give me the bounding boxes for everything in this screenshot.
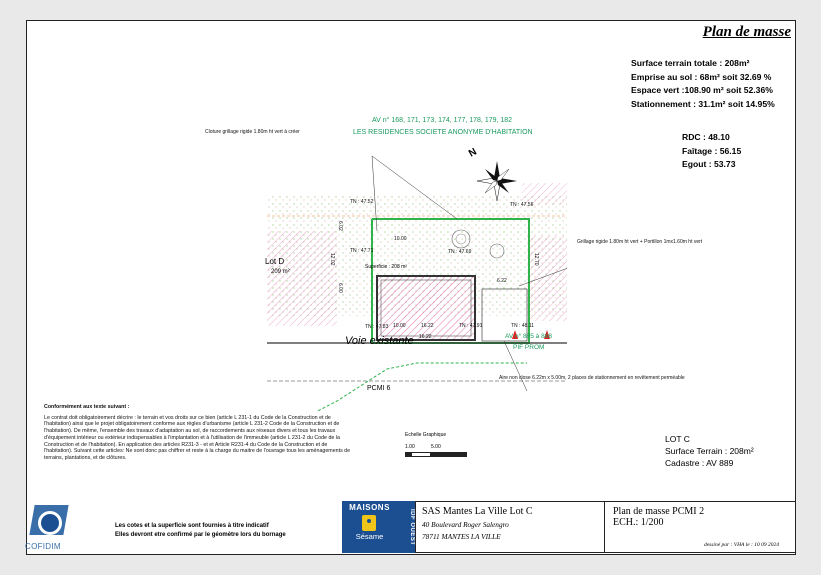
site-plan	[257, 111, 567, 411]
cofidim-logo-icon	[25, 503, 75, 541]
lot-line: Surface Terrain : 208m²	[665, 446, 754, 456]
cloture-note: Cloture grillage rigide 1.80m ht vert à créer	[205, 129, 300, 135]
legal-heading: Conformément aux texte suivant :	[44, 404, 130, 410]
legal-text	[44, 404, 354, 462]
disclaimer-line: Les cotes et la superficie sont fournies à titre indicatif	[115, 523, 269, 529]
level-line: Faîtage : 56.15	[682, 145, 742, 156]
document-scale: ECH.: 1/200	[613, 517, 664, 528]
maisons-sesame-logo	[342, 501, 397, 553]
dimension-label: 6.22	[497, 278, 507, 284]
pif-label: PIF PROM	[513, 344, 545, 351]
sesame-text: Sésame	[355, 532, 384, 541]
dimension-label: 12.70	[533, 253, 539, 266]
scale-tick: 5.00	[431, 444, 441, 450]
tn-label: TN : 47.83	[365, 324, 389, 330]
disclaimer-line: Elles devront etre confirmé par le géomètre lors du bornage	[115, 532, 286, 538]
north-arrow-icon	[467, 146, 517, 201]
residences-label: LES RESIDENCES SOCIETE ANONYME D'HABITATION	[353, 129, 533, 136]
maisons-text: MAISONS	[349, 503, 390, 512]
surface-stats	[631, 57, 775, 111]
disclaimer	[115, 522, 286, 540]
lot-d-label: Lot D	[265, 257, 285, 266]
graphic-scale	[405, 432, 465, 458]
legal-body: Le contrat doit obligatoirement décrire : le terrain et vos droits sur ce bien (article L 231-1 du Code de la Construction et de l'habitation) ainsi que le projet obligatoirement conforme aux règles d'urbanisme (article L 231-2 Code de la Construction et de l'habitation). De même, l'ensemble des travaux d'adaptation au sol, de raccordements aux réseaux divers et tous les travaux d'équipement intérieur ou extérieur indispensables à l'implantation et à l'utilisation de l'immeuble (article L 231-2 du Code de la Construction et de l'habitation). En application des articles R231-3 - et et Article R231-4 du Code de la Construction et de l'habitation). Suivant cette articles: Ne sont donc pas chiffrer et reste à la charge du maitre de l'ouvrage tous les aménagements de terrains, plantations, et de clôtures.	[44, 414, 351, 461]
north-label: N	[467, 146, 479, 160]
grillage-note: Grillage rigide 1.80m ht vert + Portillon 1mx1.60m ht vert	[577, 239, 703, 245]
cofidim-logo	[25, 503, 87, 555]
dimension-label: 6.00	[337, 283, 343, 293]
cofidim-text: COFIDIM	[25, 542, 61, 551]
stat-line: Stationnement : 31.1m² soit 14.95%	[631, 98, 775, 109]
page-title: Plan de masse	[702, 24, 791, 40]
drawing-sheet	[26, 20, 796, 555]
scale-bar	[405, 452, 467, 457]
address-line: 78711 MANTES LA VILLE	[422, 532, 501, 541]
address-line: 40 Boulevard Roger Salengro	[422, 520, 509, 529]
stat-line: Emprise au sol : 68m² soit 32.69 %	[631, 71, 772, 82]
tn-label: TN : 47.71	[350, 248, 374, 254]
tn-label: TN : 47.91	[459, 323, 483, 329]
company-name: SAS Mantes La Ville Lot C	[422, 506, 533, 517]
tn-label: TN : 47.56	[510, 202, 534, 208]
dimension-label: 10.00	[394, 236, 407, 242]
document-name: Plan de masse PCMI 2	[613, 506, 705, 517]
level-line: Egout : 53.73	[682, 159, 736, 169]
aire-note: Aire non close 6.22m x 5.00m, 2 places de stationnement en revêtement perméable	[499, 375, 685, 381]
tn-label: TN : 47.52	[350, 199, 374, 205]
lot-d-hatch	[267, 231, 337, 326]
dimension-label: 6.02	[337, 221, 343, 231]
dimension-label: 16.22	[419, 334, 432, 340]
av-bottom-label: AV n° 885 à 888	[505, 333, 552, 340]
superficie-label: Superficie : 208 m²	[365, 264, 407, 270]
av-header-label: AV n° 168, 171, 173, 174, 177, 178, 179, 182	[372, 117, 513, 124]
idf-ouest-label: IDF OUEST	[397, 501, 415, 553]
height-levels	[682, 131, 741, 172]
level-line: RDC : 48.10	[682, 132, 730, 142]
lot-line: Cadastre : AV 889	[665, 458, 734, 468]
house-footprint	[377, 276, 475, 340]
lot-info	[665, 433, 754, 469]
voie-label: Voie existante	[345, 335, 414, 347]
lot-right-hatch	[527, 236, 567, 321]
drawn-by: dessiné par : VHA le : 10 09 2024	[703, 542, 779, 548]
scale-tick: 1.00	[405, 444, 415, 450]
dimension-label: 12.02	[329, 253, 335, 266]
dimension-label: 16.22	[421, 323, 434, 329]
stat-line: Espace vert :108.90 m² soit 52.36%	[631, 85, 773, 95]
title-block-company	[415, 501, 605, 553]
lot-line: LOT C	[665, 434, 690, 444]
tn-label: TN : 47.69	[448, 249, 472, 255]
scale-label: Echelle Graphique	[405, 432, 447, 438]
lot-d-area: 209 m²	[271, 269, 290, 275]
title-block-document	[604, 501, 796, 553]
stat-line: Surface terrain totale : 208m²	[631, 58, 750, 68]
dimension-label: 10.00	[393, 323, 406, 329]
pcmi-label: PCMI 6	[367, 385, 391, 392]
tn-label: TN : 48.11	[511, 323, 534, 329]
lock-icon	[362, 515, 376, 531]
